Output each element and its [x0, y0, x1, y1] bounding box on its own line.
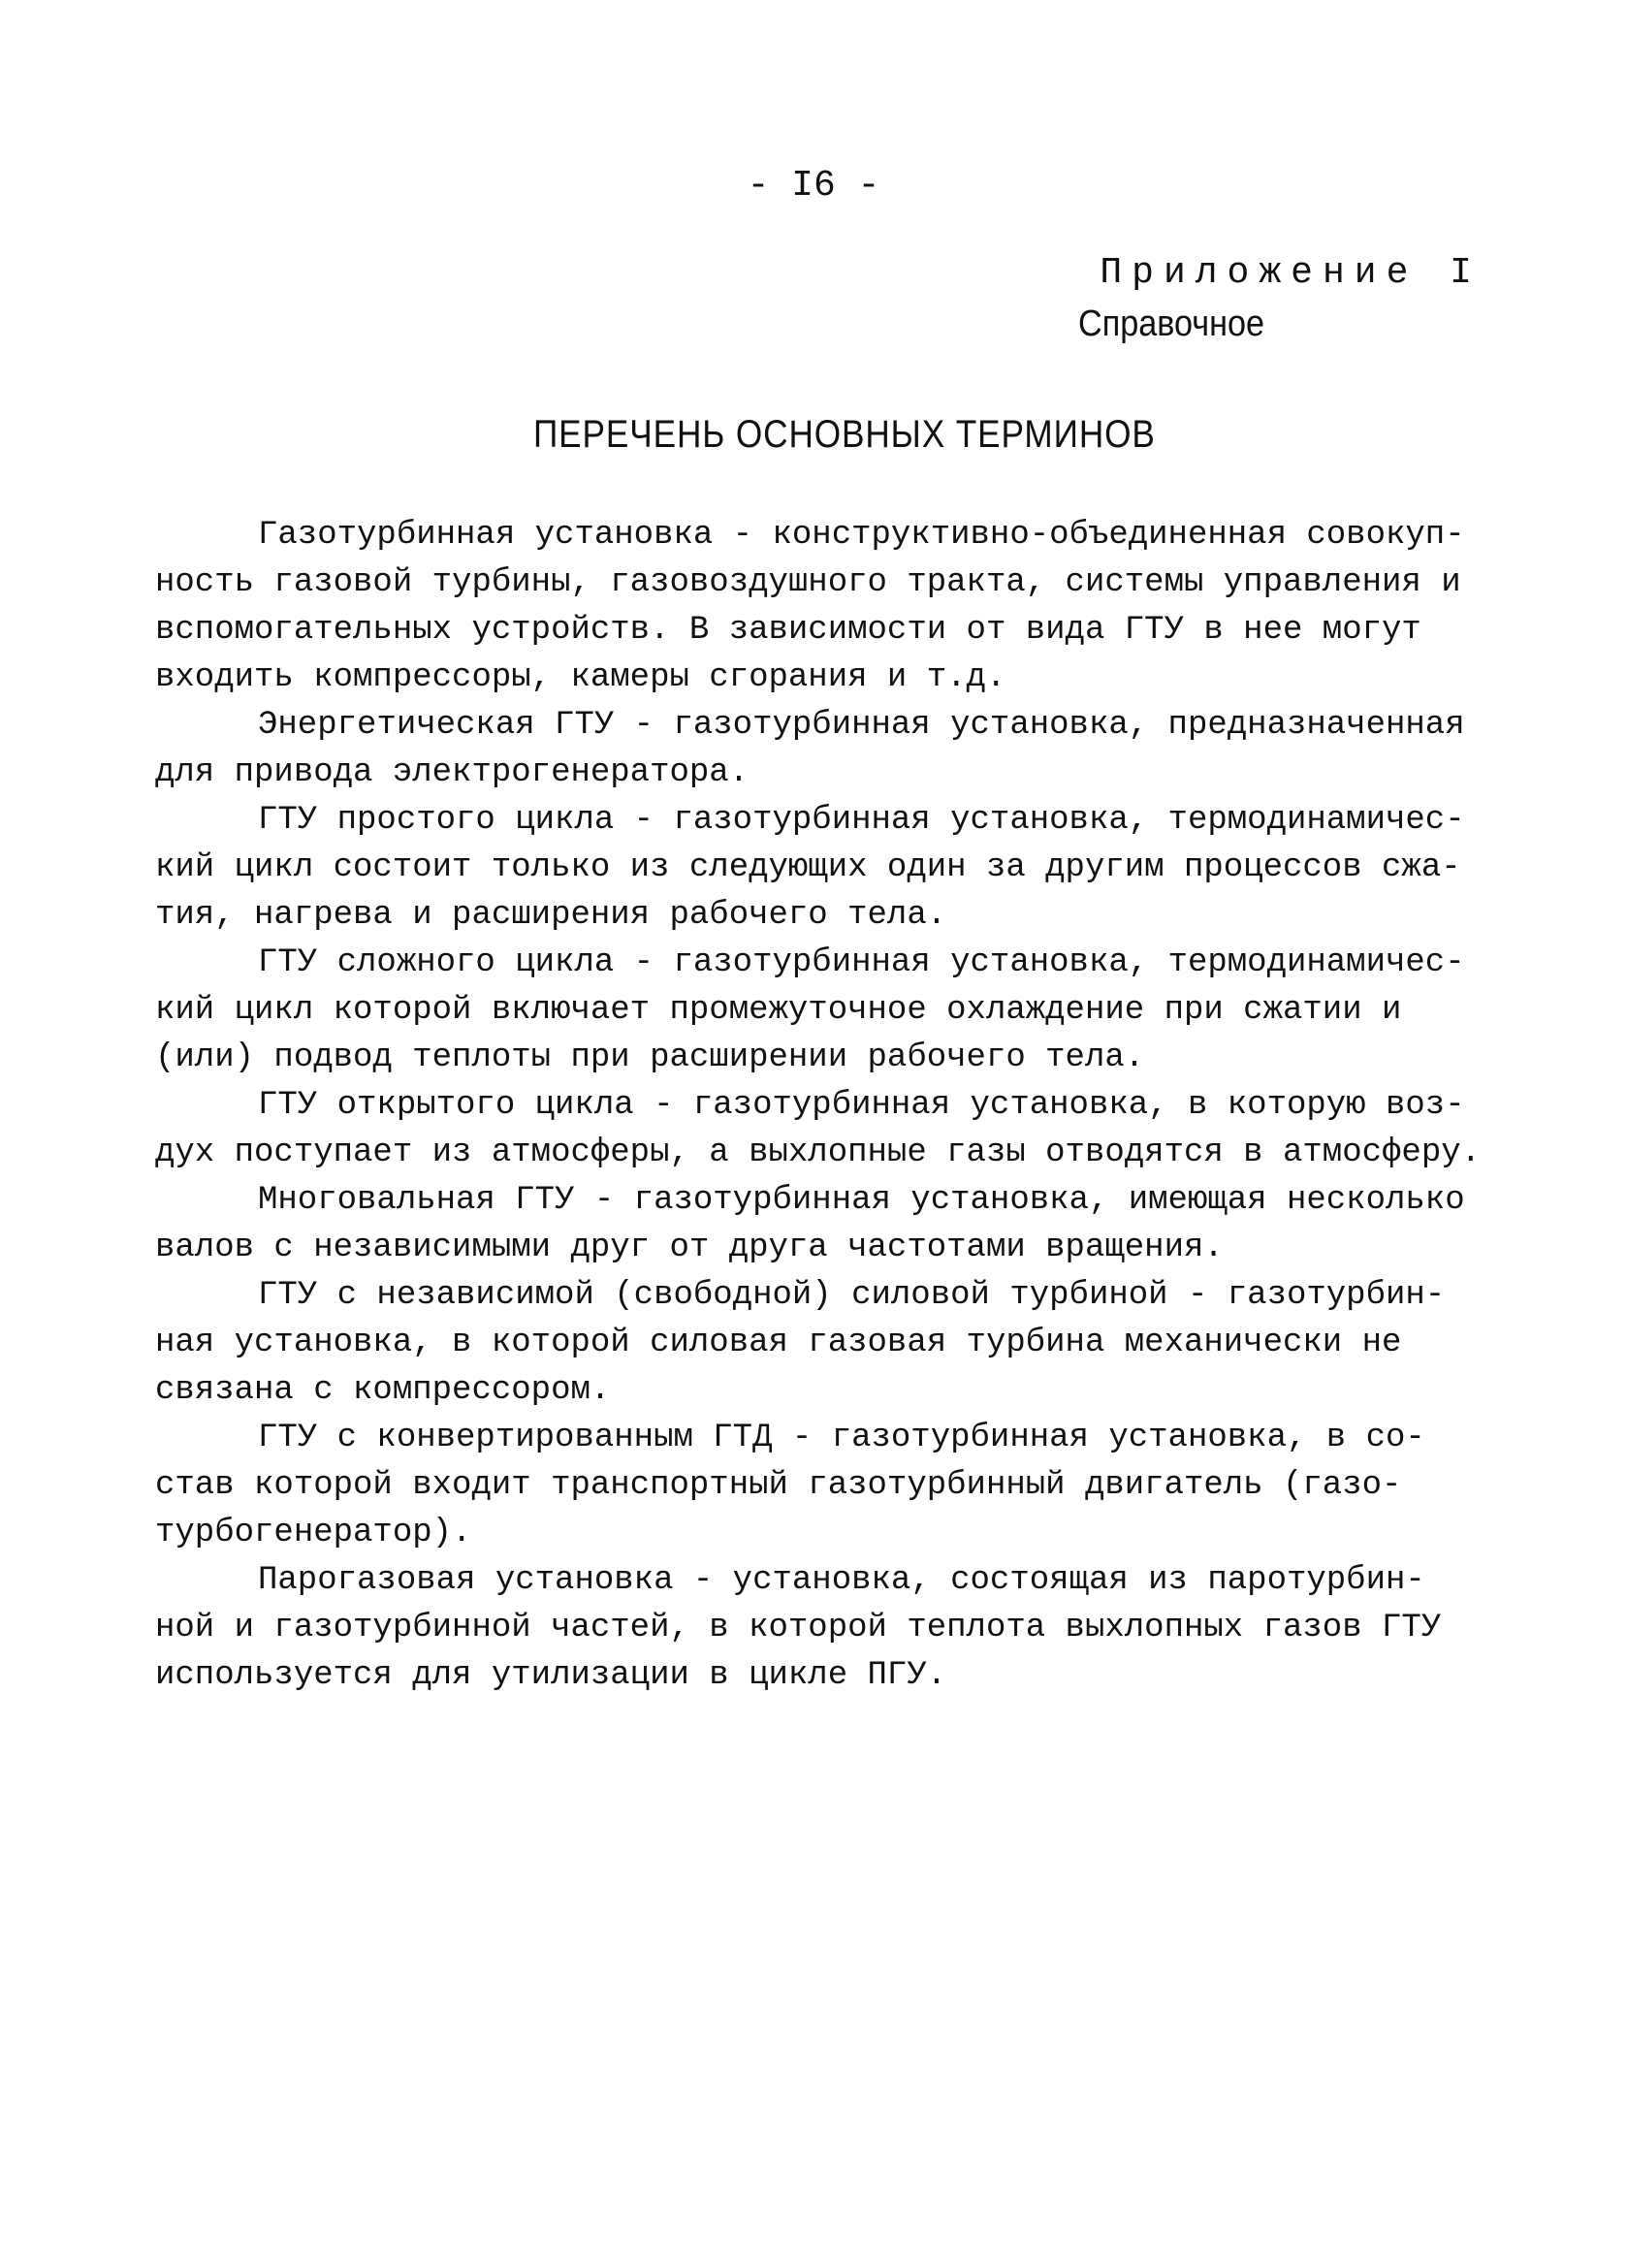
text-line: ГТУ открытого цикла - газотурбинная установка, в которую воз-	[258, 1087, 1465, 1124]
text-line: используется для утилизации в цикле ПГУ.	[155, 1657, 947, 1694]
text-line: турбогенератор).	[155, 1515, 472, 1551]
text-line: тия, нагрева и расширения рабочего тела.	[155, 897, 947, 934]
text-line: входить компрессоры, камеры сгорания и т.д.	[155, 659, 1006, 696]
text-line: Энергетическая ГТУ - газотурбинная установка, предназначенная	[258, 707, 1465, 744]
text-line: ность газовой турбины, газовоздушного тракта, системы управления и	[155, 564, 1461, 601]
text-line: ГТУ с независимой (свободной) силовой турбиной - газотурбин-	[258, 1277, 1446, 1314]
text-line: став которой входит транспортный газотурбинный двигатель (газо-	[155, 1467, 1402, 1504]
text-line: (или) подвод теплоты при расширении рабочего тела.	[155, 1039, 1145, 1076]
text-line: ная установка, в которой силовая газовая турбина механически не	[155, 1325, 1402, 1361]
text-line: для привода электрогенератора.	[155, 754, 750, 791]
text-line: вспомогательных устройств. В зависимости от вида ГТУ в нее могут	[155, 612, 1421, 649]
terms-list	[155, 512, 1482, 1700]
text-line: валов с независимыми друг от друга частотами вращения.	[155, 1230, 1224, 1266]
text-line: ГТУ сложного цикла - газотурбинная установка, термодинамичес-	[258, 944, 1465, 981]
text-line: кий цикл состоит только из следующих один за другим процессов сжа-	[155, 849, 1461, 886]
text-line: связана с компрессором.	[155, 1372, 611, 1409]
text-line: Многовальная ГТУ - газотурбинная установка, имеющая несколько	[258, 1182, 1465, 1219]
text-line: ной и газотурбинной частей, в которой теплота выхлопных газов ГТУ	[155, 1610, 1442, 1646]
appendix-label: Приложение I	[1100, 252, 1482, 294]
text-line: ГТУ с конвертированным ГТД - газотурбинная установка, в со-	[258, 1420, 1425, 1456]
appendix-type: Справочное	[1078, 303, 1265, 344]
text-line: ГТУ простого цикла - газотурбинная установка, термодинамичес-	[258, 802, 1465, 839]
text-line: Парогазовая установка - установка, состоящая из паротурбин-	[258, 1562, 1425, 1599]
section-heading: ПЕРЕЧЕНЬ ОСНОВНЫХ ТЕРМИНОВ	[533, 413, 1156, 456]
text-line: кий цикл которой включает промежуточное охлаждение при сжатии и	[155, 992, 1402, 1029]
text-line: Газотурбинная установка - конструктивно-объединенная совокуп-	[258, 517, 1465, 554]
text-line: дух поступает из атмосферы, а выхлопные газы отводятся в атмосферу.	[155, 1134, 1482, 1171]
page-number: - I6 -	[747, 165, 880, 207]
